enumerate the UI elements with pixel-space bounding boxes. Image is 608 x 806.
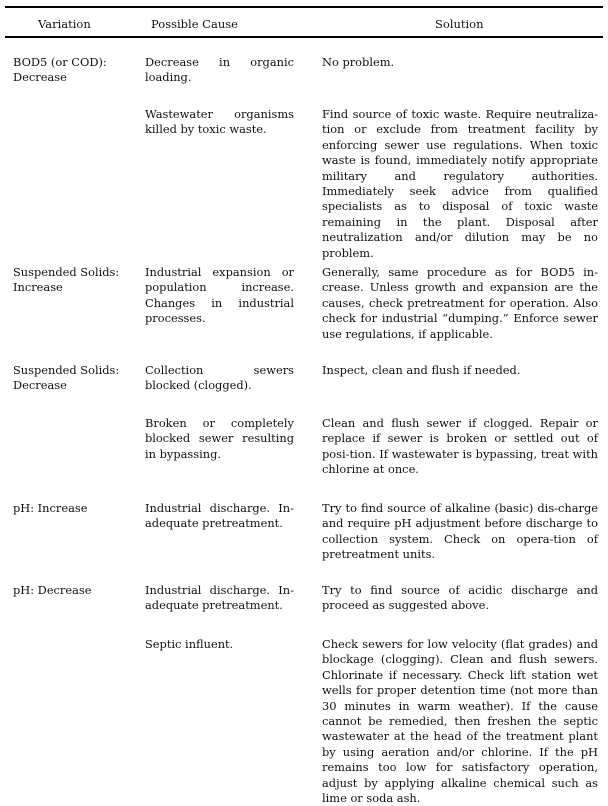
cause-cell: Decrease in organic loading. (145, 55, 294, 85)
table-top-rule (5, 6, 603, 8)
variation-cell: Suspended Solids: Decrease (13, 363, 120, 393)
solution-cell: Try to find source of alkaline (basic) dis-charge and require pH adjustment before discharge to collection system. Check on opera-tion of pretreatment units. (322, 501, 598, 562)
solution-cell: Inspect, clean and flush if needed. (322, 363, 521, 377)
variation-cell: Suspended Solids: Increase (13, 265, 120, 295)
solution-cell: No problem. (322, 55, 395, 69)
header-variation: Variation (38, 17, 91, 31)
cause-cell: Industrial expansion or population increase. Changes in industrial processes. (145, 265, 294, 326)
cause-cell: Septic influent. (145, 637, 234, 651)
cause-cell: Wastewater organisms killed by toxic waste. (145, 107, 294, 137)
cause-cell: Broken or completely blocked sewer resulting in bypassing. (145, 416, 294, 461)
header-bottom-rule (5, 36, 603, 38)
cause-cell: Collection sewers blocked (clogged). (145, 363, 294, 393)
variation-cell: BOD5 (or COD): Decrease (13, 55, 107, 85)
header-possible-cause: Possible Cause (151, 17, 238, 31)
solution-cell: Try to find source of acidic discharge and proceed as suggested above. (322, 583, 598, 613)
solution-cell: Check sewers for low velocity (flat grades) and blockage (clogging). Clean and flush sewers. Chlorinate if necessary. Check lift station wet wells for proper detention time (not more than 30 minutes in warm weather). If the cause cannot be remedied, then freshen the septic wastewater at the head of the treatment plant by using aeration and/or chlorine. If the pH remains too low for satisfactory operation, adjust by applying alkaline chemical such as lime or soda ash. (322, 637, 598, 806)
solution-cell: Clean and flush sewer if clogged. Repair or replace if sewer is broken or settled out of posi-tion. If wastewater is bypassing, treat with chlorine at once. (322, 416, 598, 477)
solution-cell: Generally, same procedure as for BOD5 in-crease. Unless growth and expansion are the causes, check pretreatment for operation. Also check for industrial “dumping.” Enforce sewer use regulations, if applicable. (322, 265, 598, 341)
cause-cell: Industrial discharge. In-adequate pretreatment. (145, 501, 294, 531)
variation-cell: pH: Decrease (13, 583, 92, 597)
solution-cell: Find source of toxic waste. Require neutraliza-tion or exclude from treatment facility by enforcing sewer use regulations. When toxic waste is found, immediately notify appropriate military and regulatory authorities. Immediately seek advice from qualified specialists as to disposal of toxic waste remaining in the plant. Disposal after neutralization and/or dilution may be no problem. (322, 107, 598, 260)
variation-cell: pH: Increase (13, 501, 88, 515)
cause-cell: Industrial discharge. In-adequate pretreatment. (145, 583, 294, 613)
header-solution: Solution (435, 17, 484, 31)
